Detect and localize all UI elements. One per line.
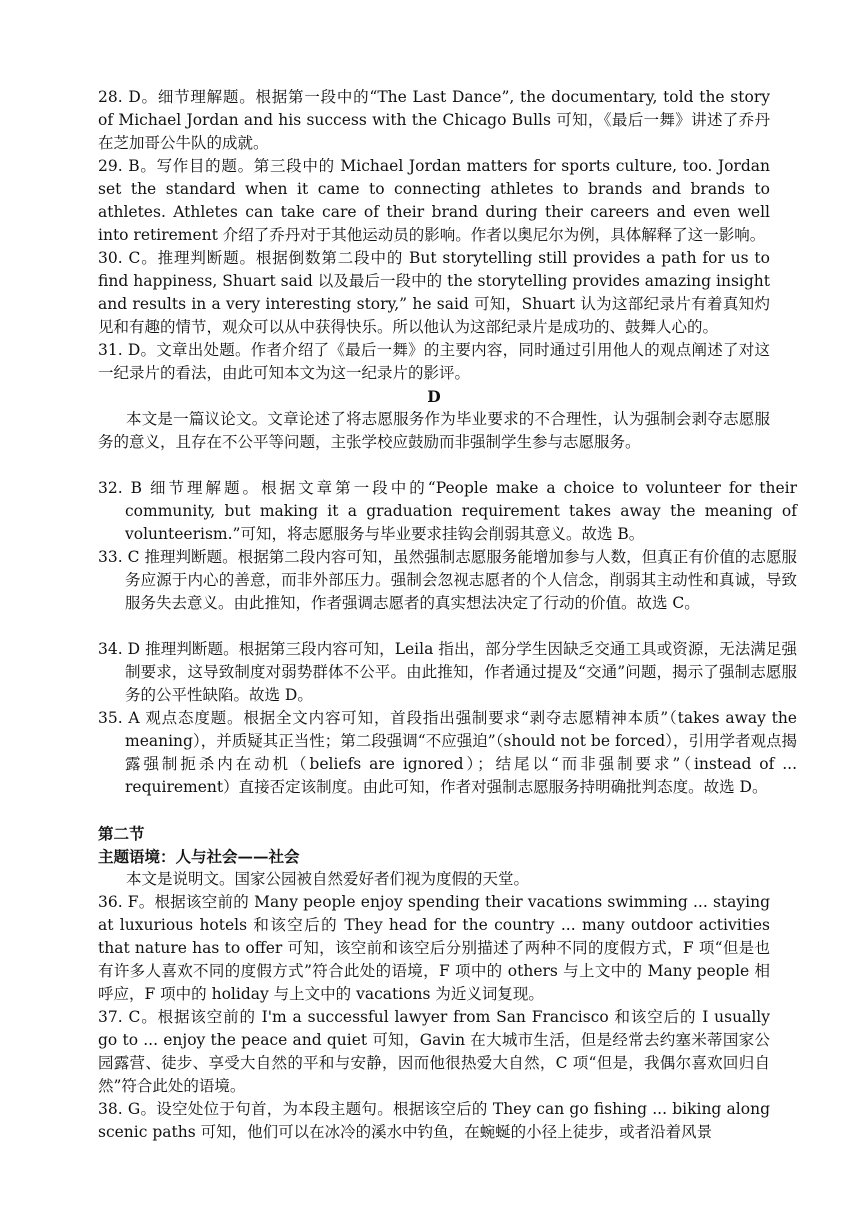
section-d-intro: 本文是一篇议论文。文章论述了将志愿服务作为毕业要求的不合理性，认为强制会剥夺志愿服务的意义，且存在不公平等问题，主张学校应鼓励而非强制学生参与志愿服务。 [98,410,770,451]
answer-38: 38. G。设空处位于句首，为本段主题句。根据该空后的 They can go fishing ... biking along scenic paths 可知，他们可以在冰冷的溪水中钓鱼，在蜿蜒的小径上徒步，或者沿着风景 [98,1100,770,1141]
section-2-intro: 本文是说明文。国家公园被自然爱好者们视为度假的天堂。 [126,870,530,888]
answer-33: 33. C 推理判断题。根据第二段内容可知，虽然强制志愿服务能增加参与人数，但真正有价值的志愿服务应源于内心的善意，而非外部压力。强制会忽视志愿者的个人信念，削弱其主动性和真诚，导致服务失去意义。由此推知，作者强调志愿者的真实想法决定了行动的价值。故选 C。 [98,548,797,612]
section-d-heading: D [427,387,441,406]
answer-35: 35. A 观点态度题。根据全文内容可知，首段指出强制要求“剥夺志愿精神本质”（takes away the meaning），并质疑其正当性；第二段强调“不应强迫”（should not be forced），引用学者观点揭露强制扼杀内在动机（beliefs are ignored）；结尾以“而非强制要求”（instead of ... requirement）直接否定该制度。由此可知，作者对强制志愿服务持明确批判态度。故选 D。 [98,709,797,796]
answer-34: 34. D 推理判断题。根据第三段内容可知，Leila 指出，部分学生因缺乏交通工具或资源，无法满足强制要求，这导致制度对弱势群体不公平。由此推知，作者通过提及“交通”问题，揭示了强制志愿服务的公平性缺陷。故选 D。 [98,640,797,704]
section-2-heading: 第二节 [98,824,145,843]
answer-31: 31. D。文章出处题。作者介绍了《最后一舞》的主要内容，同时通过引用他人的观点阐述了对这一纪录片的看法，由此可知本文为这一纪录片的影评。 [98,341,770,382]
theme-heading: 主题语境：人与社会——社会 [98,847,300,866]
answer-32: 32. B 细节理解题。根据文章第一段中的“People make a choice to volunteer for their community, but making it a graduation requirement takes away the meaning of volunteerism.”可知，将志愿服务与毕业要求挂钩会削弱其意义。故选 B。 [98,479,797,543]
answer-37: 37. C。根据该空前的 I'm a successful lawyer from San Francisco 和该空后的 I usually go to ... enjoy the peace and quiet 可知，Gavin 在大城市生活，但是经常去约塞米蒂国家公园露营、徒步、享受大自然的平和与安静，因而他很热爱大自然，C 项“但是，我偶尔喜欢回归自然”符合此处的语境。 [98,1008,770,1095]
answer-30: 30. C。推理判断题。根据倒数第二段中的 But storytelling still provides a path for us to find happiness, Shuart said 以及最后一段中的 the storytelling provides amazing insight and results in a very interesting story,” he said 可知，Shuart 认为这部纪录片有着真知灼见和有趣的情节，观众可以从中获得快乐。所以他认为这部纪录片是成功的、鼓舞人心的。 [98,249,770,336]
answer-29: 29. B。写作目的题。第三段中的 Michael Jordan matters for sports culture, too. Jordan set the standard when it came to connecting athletes to brands and brands to athletes. Athletes can take care of their brand during their careers and even well into retirement 介绍了乔丹对于其他运动员的影响。作者以奥尼尔为例，具体解释了这一影响。 [98,157,770,244]
answer-36: 36. F。根据该空前的 Many people enjoy spending their vacations swimming ... staying at luxurious hotels 和该空后的 They head for the country ... many outdoor activities that nature has to offer 可知，该空前和该空后分别描述了两种不同的度假方式，F 项“但是也有许多人喜欢不同的度假方式”符合此处的语境，F 项中的 others 与上文中的 Many people 相呼应，F 项中的 holiday 与上文中的 vacations 为近义词复现。 [98,893,770,1003]
answer-28: 28. D。细节理解题。根据第一段中的“The Last Dance”, the documentary, told the story of Michael Jordan and his success with the Chicago Bulls 可知，《最后一舞》讲述了乔丹在芝加哥公牛队的成就。 [98,88,770,152]
